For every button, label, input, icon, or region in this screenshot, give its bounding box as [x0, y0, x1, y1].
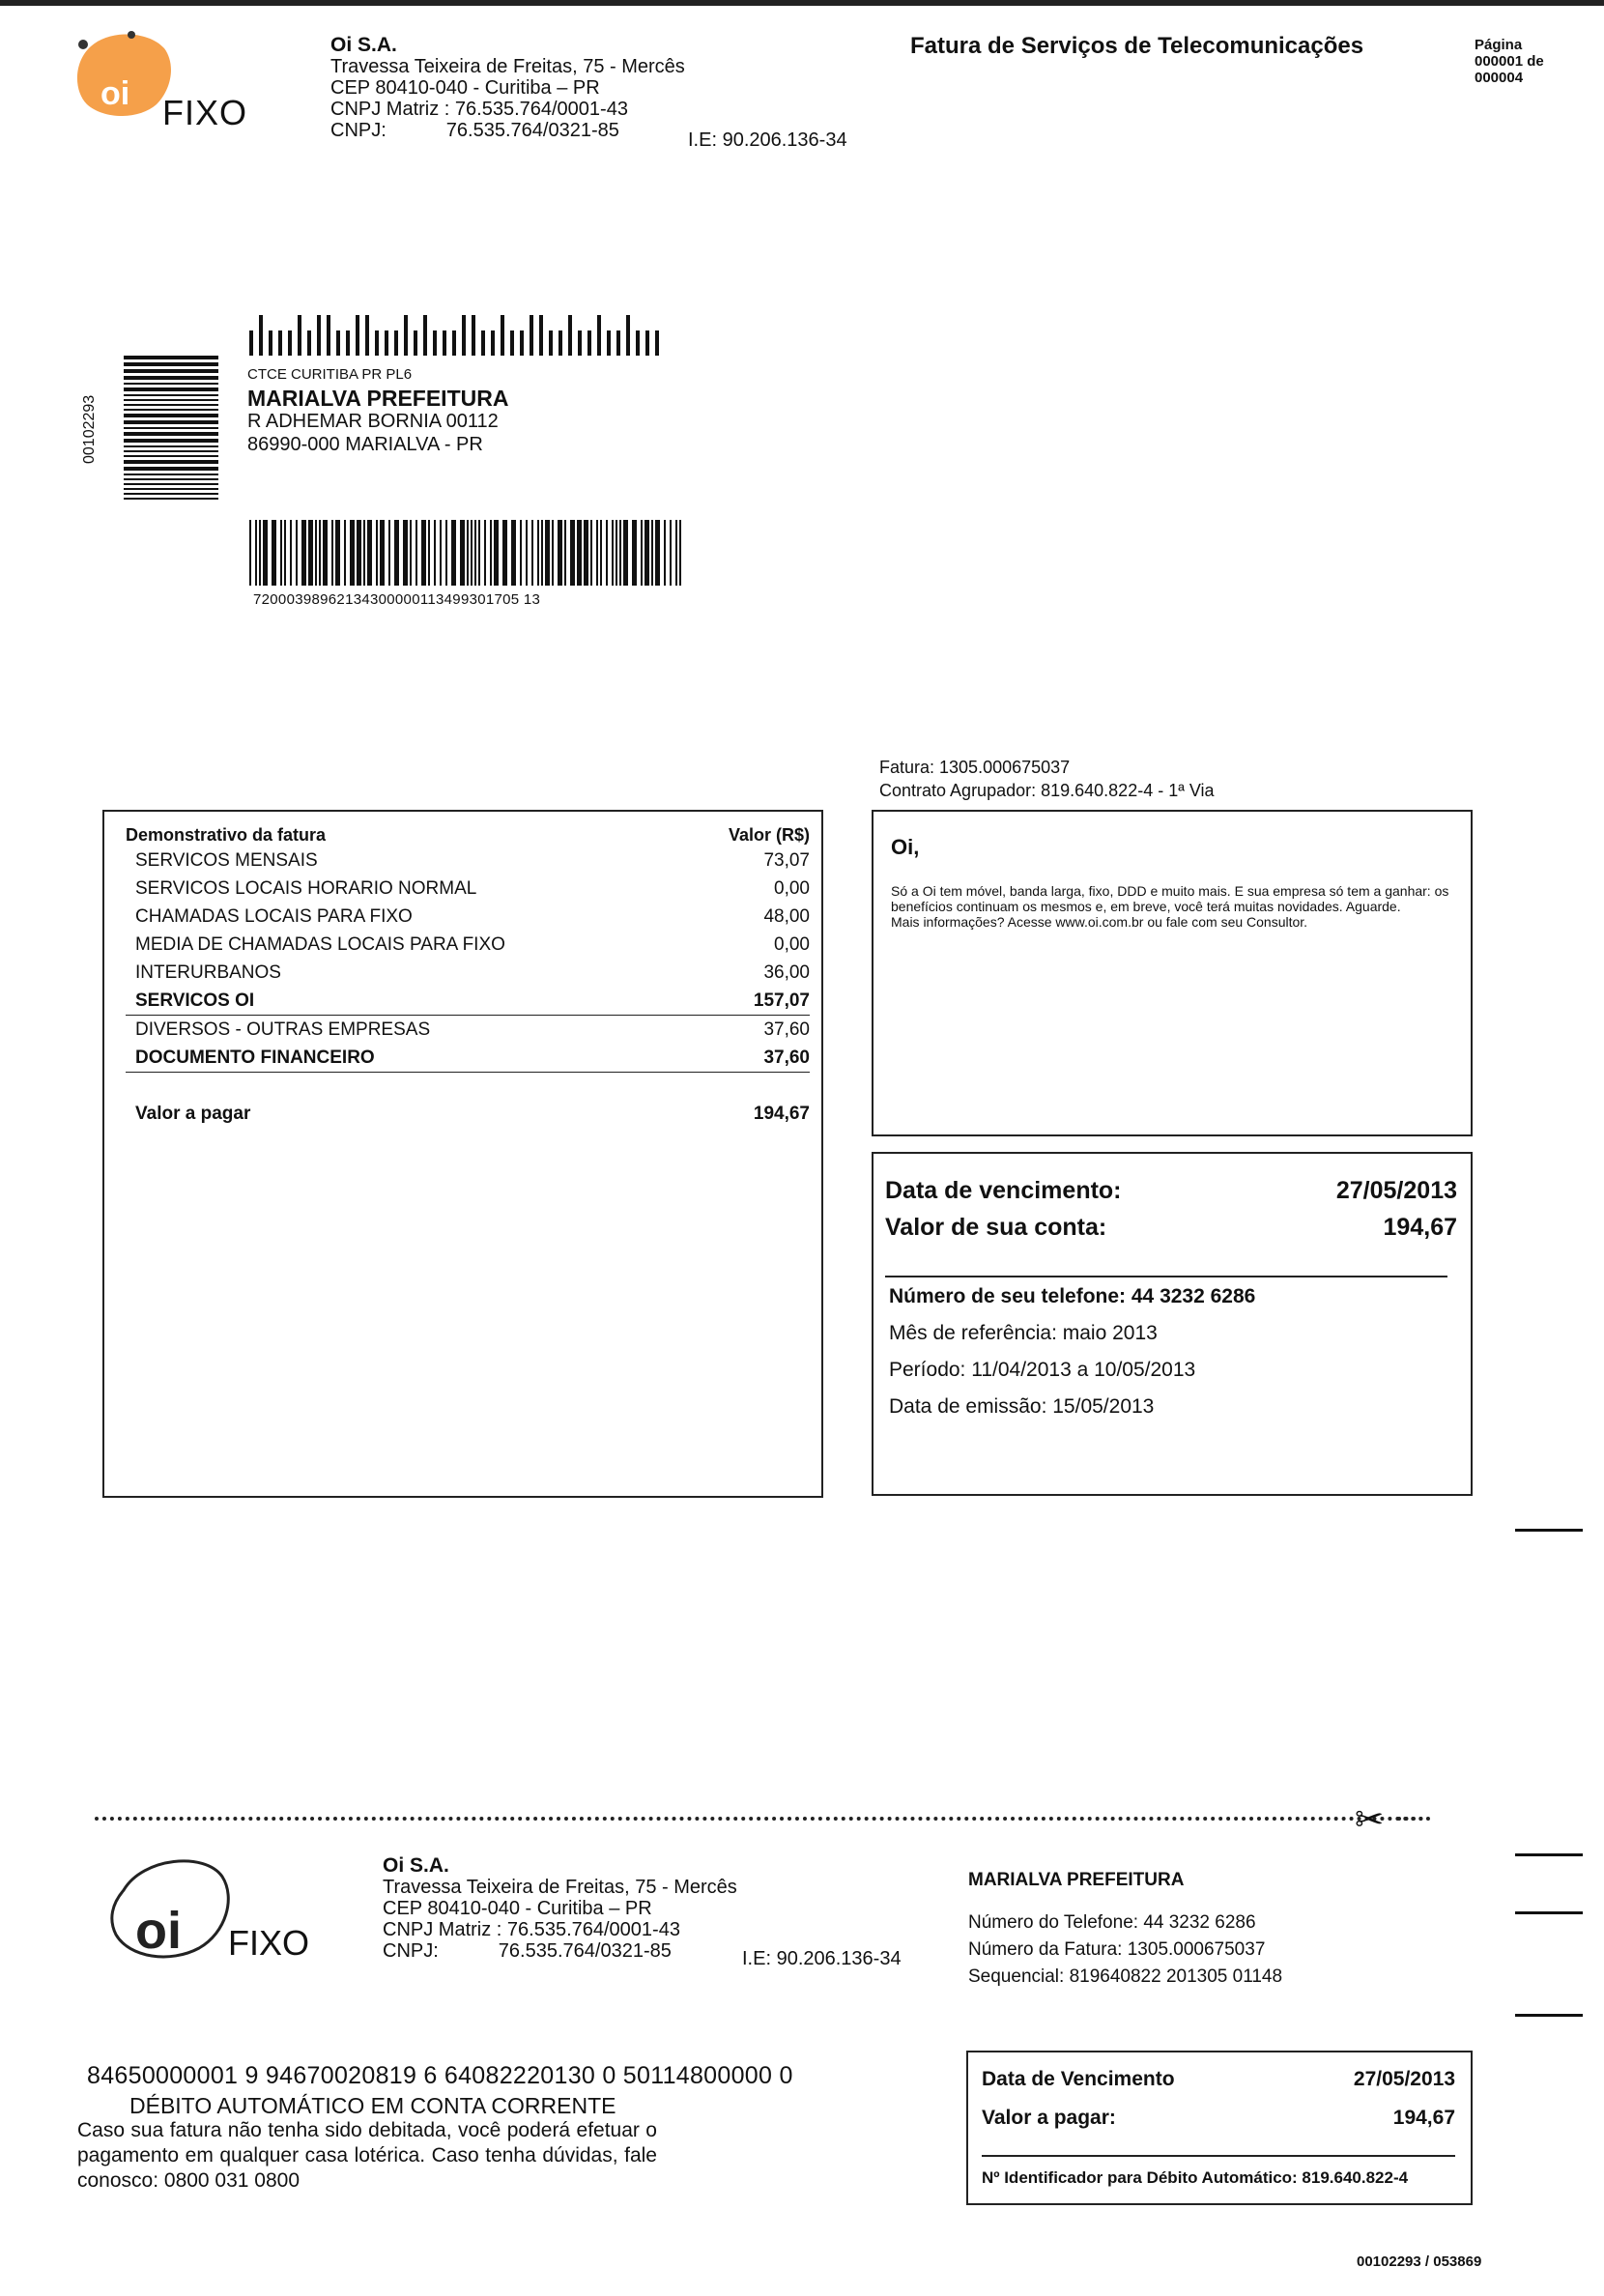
company-cnpj-row	[330, 120, 685, 141]
page-number: 000001 de	[1475, 53, 1544, 70]
row-label: INTERURBANOS	[135, 961, 281, 983]
amount-value: 194,67	[1383, 1214, 1457, 1241]
row-label: MEDIA DE CHAMADAS LOCAIS PARA FIXO	[135, 933, 505, 955]
row-value: 48,00	[763, 905, 810, 927]
message-more-info: Mais informações? Acesse www.oi.com.br ou fale com seu Consultor.	[891, 914, 1308, 930]
footer-sequence: 00102293 / 053869	[1357, 2253, 1482, 2270]
message-box	[872, 810, 1473, 1136]
stub-phone: Número do Telefone: 44 3232 6286	[968, 1912, 1256, 1933]
page-label: Página	[1475, 37, 1523, 53]
stub-company-address-2: CEP 80410-040 - Curitiba – PR	[383, 1898, 652, 1919]
total-row	[135, 1104, 810, 1125]
stub-cnpj-matriz: CNPJ Matriz : 76.535.764/0001-43	[383, 1919, 680, 1940]
oi-logo	[72, 29, 174, 122]
demonstrativo-header	[126, 823, 810, 847]
recipient-barcode	[249, 520, 686, 586]
issue-date: Data de emissão: 15/05/2013	[889, 1395, 1155, 1418]
amount-label: Valor de sua conta:	[885, 1214, 1107, 1241]
demonstrativo-box	[102, 810, 823, 1498]
table-row	[126, 931, 810, 959]
contrato-agrupador: Contrato Agrupador: 819.640.822-4 - 1ª Via	[879, 781, 1215, 800]
stub-company-address-1: Travessa Teixeira de Freitas, 75 - Mercês	[383, 1877, 737, 1898]
linha-digitavel: 84650000001 9 94670020819 6 64082220130 0 50114800000 0	[87, 2062, 793, 2089]
message-body	[891, 883, 1451, 930]
page-indicator	[1475, 37, 1544, 86]
stub-invoice-number: Número da Fatura: 1305.000675037	[968, 1939, 1266, 1960]
cut-line	[95, 1817, 1424, 1821]
stub-cnpj-row	[383, 1940, 737, 1962]
table-row	[126, 959, 810, 987]
row-value: 157,07	[684, 987, 810, 1016]
due-date-row	[885, 1177, 1457, 1205]
postal-barcode	[249, 315, 671, 356]
fold-mark	[1515, 1911, 1583, 1914]
logo-oi-text: oi	[100, 75, 130, 112]
logo-fixo-text: FIXO	[162, 93, 248, 132]
row-value: 0,00	[774, 933, 810, 955]
recipient-name: MARIALVA PREFEITURA	[247, 386, 509, 411]
fold-mark	[1515, 2014, 1583, 2017]
stub-cnpj-label: CNPJ:	[383, 1940, 439, 1962]
logo-oi-text-2: oi	[135, 1902, 182, 1960]
total-label: Valor a pagar	[135, 1104, 251, 1124]
company-block	[330, 35, 685, 141]
stub-due-value: 27/05/2013	[1353, 2068, 1455, 2090]
stub-amount-value: 194,67	[1392, 2107, 1455, 2129]
side-barcode	[124, 356, 218, 501]
cut-line-end	[1397, 1817, 1430, 1821]
table-row	[126, 987, 810, 1016]
recipient-street: R ADHEMAR BORNIA 00112	[247, 411, 499, 432]
company-address-2: CEP 80410-040 - Curitiba – PR	[330, 77, 600, 99]
stub-cnpj-value: 76.535.764/0321-85	[498, 1940, 672, 1962]
table-row	[126, 1016, 810, 1045]
debit-identifier: Nº Identificador para Débito Automático: 819.640.822-4	[982, 2168, 1409, 2187]
due-date-value: 27/05/2013	[1335, 1177, 1457, 1204]
row-label: SERVICOS OI	[126, 987, 684, 1016]
debito-automatico: DÉBITO AUTOMÁTICO EM CONTA CORRENTE	[129, 2093, 616, 2118]
stub-customer-name: MARIALVA PREFEITURA	[968, 1870, 1185, 1890]
barcode-number: 72000398962134300000113499301705 13	[253, 591, 541, 608]
recipient-address	[247, 363, 508, 456]
stub-company-block	[383, 1855, 737, 1962]
stub-due-row	[982, 2068, 1455, 2091]
top-border	[0, 0, 1604, 6]
vencimento-box	[872, 1152, 1473, 1496]
cnpj-value: 76.535.764/0321-85	[445, 120, 619, 141]
stub-sequencial: Sequencial: 819640822 201305 01148	[968, 1966, 1283, 1987]
fold-mark	[1515, 1853, 1583, 1856]
amount-row	[885, 1214, 1457, 1242]
company-name: Oi S.A.	[330, 34, 397, 56]
divider	[885, 1276, 1447, 1277]
payment-instructions: Caso sua fatura não tenha sido debitada, você poderá efetuar o pagamento em qualquer casa lotérica. Caso tenha dúvidas, fale conosco: 0800 031 0800	[77, 2119, 657, 2192]
row-value: 37,60	[763, 1019, 810, 1040]
row-label: DIVERSOS - OUTRAS EMPRESAS	[135, 1019, 431, 1040]
stub-amount-row	[982, 2107, 1455, 2130]
divider	[982, 2155, 1455, 2157]
stub-company-name: Oi S.A.	[383, 1854, 449, 1877]
stub-due-label: Data de Vencimento	[982, 2068, 1175, 2090]
message-greeting: Oi,	[891, 835, 920, 859]
document-title: Fatura de Serviços de Telecomunicações	[910, 33, 1364, 59]
billing-period: Período: 11/04/2013 a 10/05/2013	[889, 1359, 1196, 1381]
stub-ie: I.E: 90.206.136-34	[742, 1948, 902, 1969]
fatura-info	[879, 756, 1215, 802]
logo-fixo-text-2: FIXO	[228, 1923, 310, 1963]
row-value: 73,07	[763, 849, 810, 871]
total-value: 194,67	[753, 1104, 810, 1124]
message-text: Só a Oi tem móvel, banda larga, fixo, DDD e muito mais. E sua empresa só tem a ganhar: os benefícios continuam os mesmos e, em breve, você terá muitas novidades. Aguarde.	[891, 883, 1449, 914]
stub-due-box	[966, 2051, 1473, 2205]
recipient-city: 86990-000 MARIALVA - PR	[247, 434, 483, 455]
side-code: 00102293	[81, 394, 98, 464]
company-address-1: Travessa Teixeira de Freitas, 75 - Mercês	[330, 56, 685, 77]
phone-number: Número de seu telefone: 44 3232 6286	[889, 1285, 1256, 1307]
cnpj-label: CNPJ:	[330, 120, 387, 141]
stub-amount-label: Valor a pagar:	[982, 2107, 1116, 2129]
demonstrativo-table	[126, 823, 810, 1073]
row-label: SERVICOS LOCAIS HORARIO NORMAL	[135, 877, 477, 899]
table-row	[126, 1044, 810, 1073]
table-row	[126, 903, 810, 931]
row-label: SERVICOS MENSAIS	[135, 849, 318, 871]
scissors-icon: ✂	[1355, 1799, 1385, 1839]
company-cnpj-matriz: CNPJ Matriz : 76.535.764/0001-43	[330, 99, 628, 120]
fatura-number: Fatura: 1305.000675037	[879, 758, 1071, 777]
demonstrativo-title: Demonstrativo da fatura	[126, 824, 327, 845]
due-date-label: Data de vencimento:	[885, 1177, 1122, 1204]
reference-month: Mês de referência: maio 2013	[889, 1322, 1158, 1344]
row-label: DOCUMENTO FINANCEIRO	[126, 1044, 684, 1073]
company-ie: I.E: 90.206.136-34	[688, 129, 847, 151]
stub-customer-info	[968, 1867, 1282, 1991]
table-row	[126, 847, 810, 875]
row-value: 37,60	[684, 1044, 810, 1073]
row-value: 36,00	[763, 961, 810, 983]
row-label: CHAMADAS LOCAIS PARA FIXO	[135, 905, 413, 927]
table-row	[126, 875, 810, 903]
row-value: 0,00	[774, 877, 810, 899]
recipient-ctce: CTCE CURITIBA PR PL6	[247, 366, 413, 383]
page-total: 000004	[1475, 70, 1524, 86]
fold-mark	[1515, 1529, 1583, 1532]
value-header: Valor (R$)	[728, 824, 810, 845]
